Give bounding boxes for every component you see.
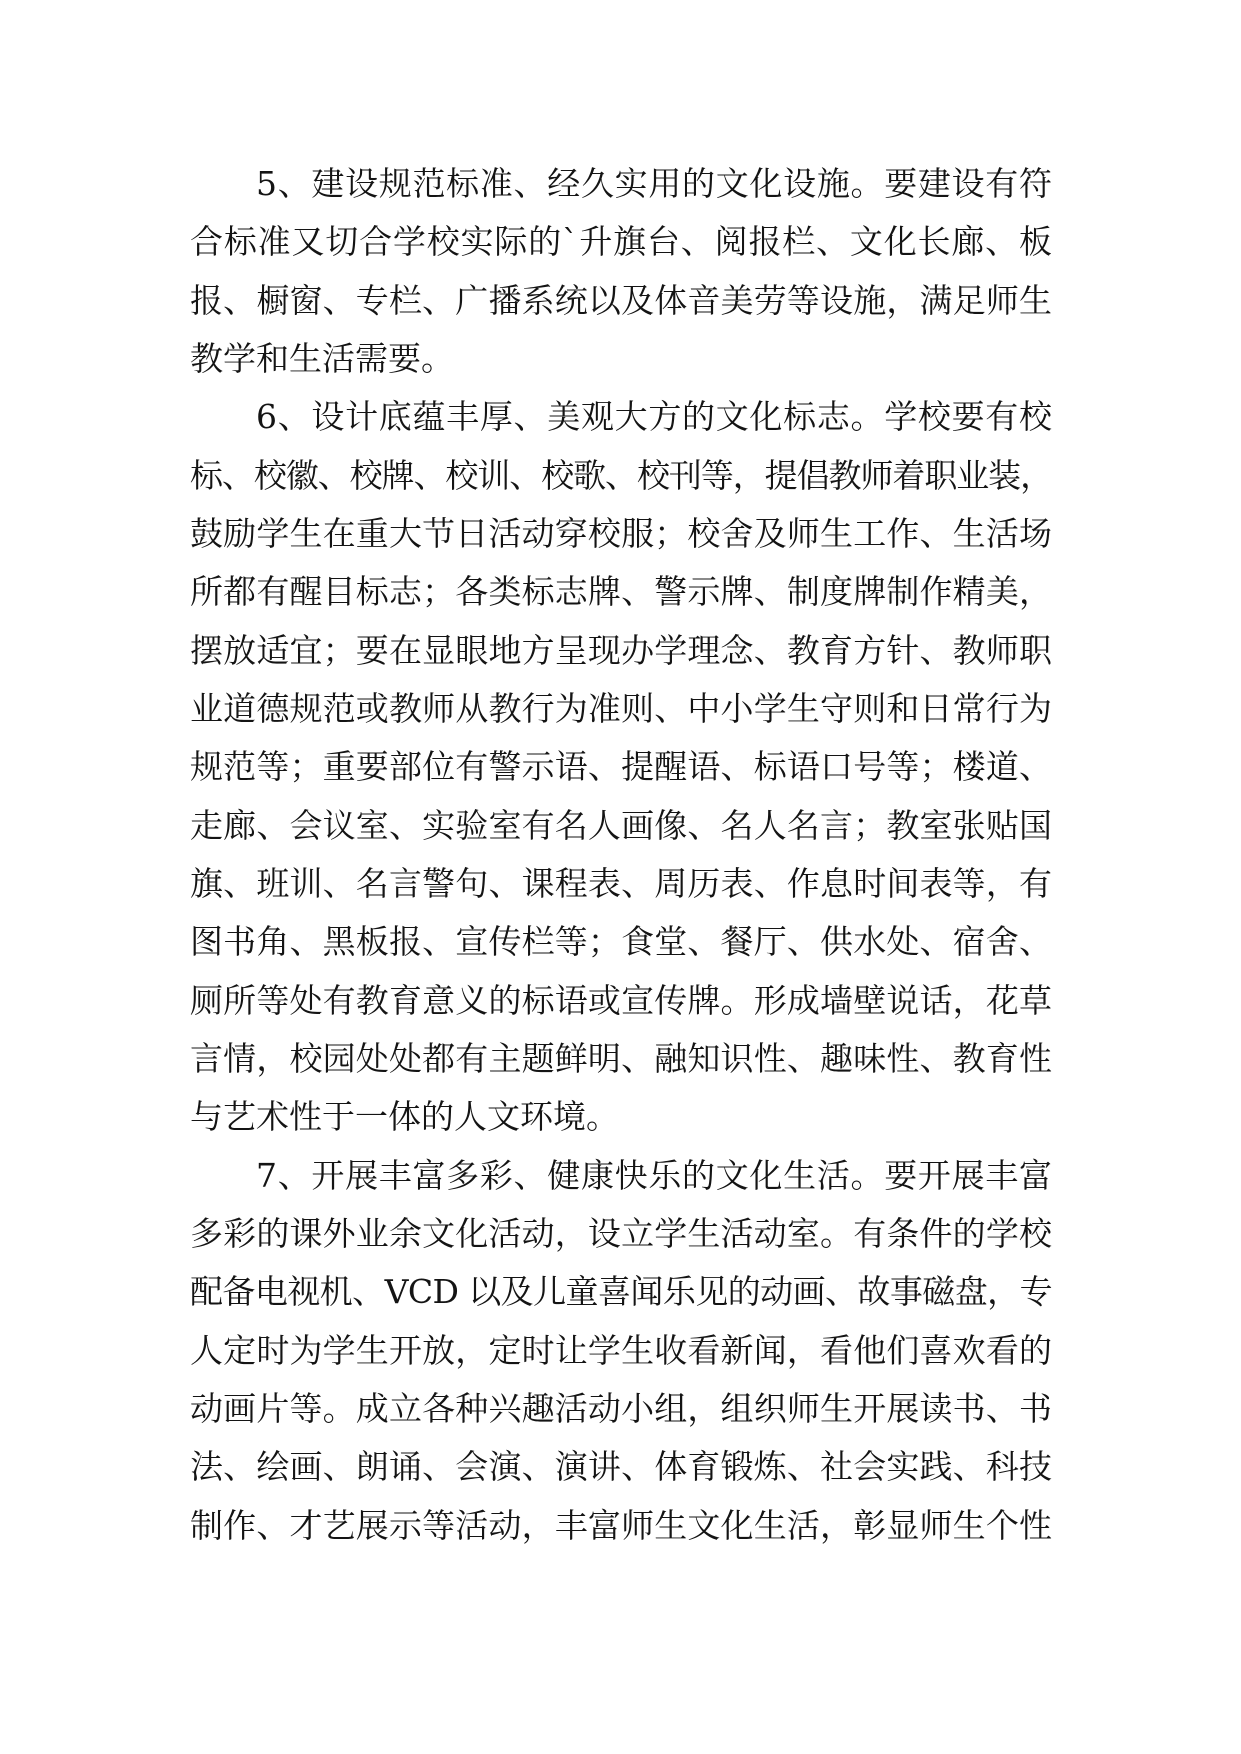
paragraph-line: 合标准又切合学校实际的`升旗台、阅报栏、文化长廊、板	[190, 222, 1052, 262]
paragraph-line: 言情，校园处处都有主题鲜明、融知识性、趣味性、教育性	[190, 1038, 1052, 1078]
paragraph-6-symbols	[190, 388, 1052, 1146]
body-text	[190, 155, 1052, 1555]
paragraph-line: 6、设计底蕴丰厚、美观大方的文化标志。学校要有校	[256, 397, 1052, 437]
paragraph-line: 7、开展丰富多彩、健康快乐的文化生活。要开展丰富	[256, 1155, 1052, 1195]
paragraph-line: 鼓励学生在重大节日活动穿校服；校舍及师生工作、生活场	[190, 513, 1052, 553]
paragraph-line: 制作、才艺展示等活动，丰富师生文化生活，彰显师生个性	[190, 1505, 1052, 1545]
paragraph-line: 规范等；重要部位有警示语、提醒语、标语口号等；楼道、	[190, 747, 1052, 787]
paragraph-line: 法、绘画、朗诵、会演、演讲、体育锻炼、社会实践、科技	[190, 1447, 1052, 1487]
paragraph-line: 5、建设规范标准、经久实用的文化设施。要建设有符	[256, 164, 1052, 203]
paragraph-line: 图书角、黑板报、宣传栏等；食堂、餐厅、供水处、宿舍、	[190, 922, 1052, 962]
paragraph-line: 业道德规范或教师从教行为准则、中小学生守则和日常行为	[190, 688, 1052, 728]
paragraph-line: 人定时为学生开放，定时让学生收看新闻，看他们喜欢看的	[190, 1330, 1052, 1370]
paragraph-line: 配备电视机、VCD 以及儿童喜闻乐见的动画、故事磁盘，专	[190, 1272, 1052, 1312]
paragraph-7-activities	[190, 1147, 1052, 1555]
paragraph-line: 教学和生活需要。	[190, 338, 454, 378]
paragraph-line: 标、校徽、校牌、校训、校歌、校刊等，提倡教师着职业装，	[190, 455, 1052, 495]
paragraph-line: 多彩的课外业余文化活动，设立学生活动室。有条件的学校	[190, 1213, 1052, 1253]
paragraph-line: 动画片等。成立各种兴趣活动小组，组织师生开展读书、书	[190, 1388, 1052, 1428]
paragraph-line: 所都有醒目标志；各类标志牌、警示牌、制度牌制作精美，	[190, 572, 1052, 612]
paragraph-line: 旗、班训、名言警句、课程表、周历表、作息时间表等，有	[190, 863, 1052, 903]
paragraph-line: 与艺术性于一体的人文环境。	[190, 1097, 619, 1137]
paragraph-5-facilities	[190, 155, 1052, 388]
paragraph-line: 厕所等处有教育意义的标语或宣传牌。形成墙壁说话，花草	[190, 980, 1052, 1020]
paragraph-line: 报、橱窗、专栏、广播系统以及体音美劳等设施，满足师生	[190, 280, 1052, 320]
paragraph-line: 摆放适宜；要在显眼地方呈现办学理念、教育方针、教师职	[190, 630, 1052, 670]
paragraph-line: 走廊、会议室、实验室有名人画像、名人名言；教室张贴国	[190, 805, 1052, 845]
